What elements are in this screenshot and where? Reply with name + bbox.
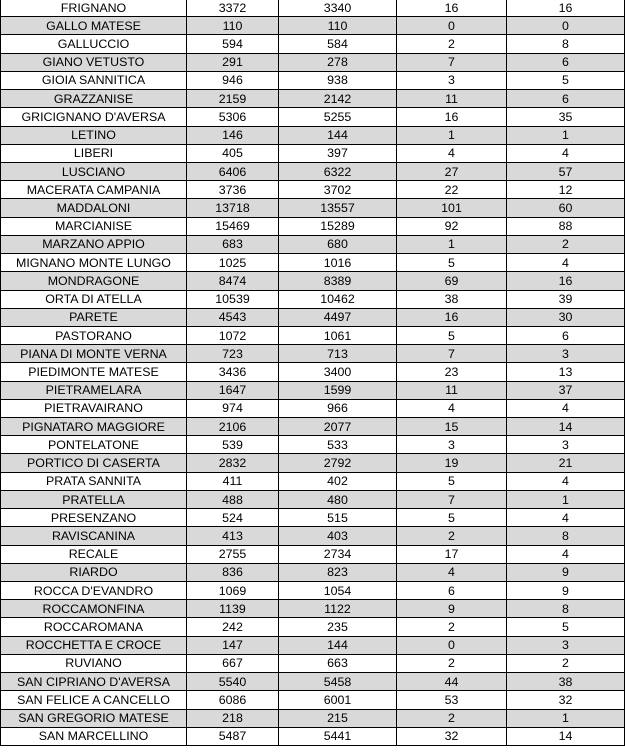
table-row: [1, 600, 625, 618]
value-cell-3: 27: [397, 162, 507, 180]
value-cell-4: 4: [507, 509, 625, 527]
value-cell-3: 15: [397, 418, 507, 436]
table-body: [1, 0, 625, 745]
value-cell-1: 291: [187, 53, 279, 71]
value-cell-4: 37: [507, 381, 625, 399]
table-row: [1, 709, 625, 727]
municipality-cell: SAN CIPRIANO D'AVERSA: [1, 673, 187, 691]
value-cell-3: 44: [397, 673, 507, 691]
value-cell-1: 946: [187, 71, 279, 89]
value-cell-4: 12: [507, 181, 625, 199]
value-cell-2: 1122: [279, 600, 397, 618]
value-cell-1: 6406: [187, 162, 279, 180]
value-cell-1: 3372: [187, 0, 279, 17]
value-cell-4: 8: [507, 35, 625, 53]
value-cell-2: 966: [279, 399, 397, 417]
value-cell-4: 4: [507, 254, 625, 272]
municipality-cell: PIANA DI MONTE VERNA: [1, 345, 187, 363]
table-row: [1, 181, 625, 199]
value-cell-4: 1: [507, 490, 625, 508]
value-cell-1: 218: [187, 709, 279, 727]
value-cell-2: 110: [279, 17, 397, 35]
table-row: [1, 254, 625, 272]
value-cell-2: 402: [279, 472, 397, 490]
municipality-cell: PIETRAMELARA: [1, 381, 187, 399]
value-cell-1: 8474: [187, 272, 279, 290]
municipality-cell: ORTA DI ATELLA: [1, 290, 187, 308]
value-cell-2: 6322: [279, 162, 397, 180]
value-cell-1: 10539: [187, 290, 279, 308]
value-cell-3: 2: [397, 618, 507, 636]
value-cell-2: 3400: [279, 363, 397, 381]
value-cell-2: 3340: [279, 0, 397, 17]
municipality-cell: PRESENZANO: [1, 509, 187, 527]
value-cell-4: 21: [507, 454, 625, 472]
value-cell-2: 5458: [279, 673, 397, 691]
municipality-cell: PASTORANO: [1, 326, 187, 344]
value-cell-4: 60: [507, 199, 625, 217]
value-cell-3: 92: [397, 217, 507, 235]
value-cell-4: 2: [507, 235, 625, 253]
value-cell-1: 15469: [187, 217, 279, 235]
value-cell-2: 2077: [279, 418, 397, 436]
value-cell-4: 0: [507, 17, 625, 35]
value-cell-4: 16: [507, 272, 625, 290]
value-cell-4: 14: [507, 727, 625, 745]
municipality-cell: PRATELLA: [1, 490, 187, 508]
value-cell-4: 88: [507, 217, 625, 235]
municipality-cell: MARZANO APPIO: [1, 235, 187, 253]
value-cell-1: 5487: [187, 727, 279, 745]
value-cell-1: 2832: [187, 454, 279, 472]
value-cell-1: 1025: [187, 254, 279, 272]
value-cell-4: 38: [507, 673, 625, 691]
value-cell-3: 19: [397, 454, 507, 472]
municipality-cell: GALLUCCIO: [1, 35, 187, 53]
value-cell-2: 278: [279, 53, 397, 71]
table-row: [1, 217, 625, 235]
municipality-cell: MIGNANO MONTE LUNGO: [1, 254, 187, 272]
value-cell-3: 2: [397, 709, 507, 727]
municipality-cell: LETINO: [1, 126, 187, 144]
value-cell-2: 480: [279, 490, 397, 508]
value-cell-4: 3: [507, 436, 625, 454]
municipality-cell: ROCCHETTA E CROCE: [1, 636, 187, 654]
value-cell-4: 4: [507, 144, 625, 162]
value-cell-4: 4: [507, 472, 625, 490]
municipality-cell: SAN FELICE A CANCELLO: [1, 691, 187, 709]
value-cell-4: 14: [507, 418, 625, 436]
value-cell-4: 9: [507, 582, 625, 600]
value-cell-4: 5: [507, 618, 625, 636]
table-row: [1, 618, 625, 636]
value-cell-4: 1: [507, 126, 625, 144]
table-row: [1, 472, 625, 490]
municipality-cell: GRAZZANISE: [1, 90, 187, 108]
value-cell-1: 6086: [187, 691, 279, 709]
value-cell-1: 411: [187, 472, 279, 490]
value-cell-1: 146: [187, 126, 279, 144]
value-cell-4: 39: [507, 290, 625, 308]
value-cell-1: 2755: [187, 545, 279, 563]
value-cell-4: 8: [507, 600, 625, 618]
value-cell-2: 6001: [279, 691, 397, 709]
value-cell-2: 8389: [279, 272, 397, 290]
value-cell-4: 2: [507, 654, 625, 672]
value-cell-2: 533: [279, 436, 397, 454]
table-row: [1, 90, 625, 108]
municipality-cell: RAVISCANINA: [1, 527, 187, 545]
value-cell-3: 5: [397, 509, 507, 527]
value-cell-1: 413: [187, 527, 279, 545]
municipality-cell: SAN MARCELLINO: [1, 727, 187, 745]
municipality-cell: PIGNATARO MAGGIORE: [1, 418, 187, 436]
municipality-cell: MARCIANISE: [1, 217, 187, 235]
table-row: [1, 527, 625, 545]
municipality-cell: ROCCAMONFINA: [1, 600, 187, 618]
value-cell-1: 4543: [187, 308, 279, 326]
value-cell-2: 515: [279, 509, 397, 527]
value-cell-3: 9: [397, 600, 507, 618]
value-cell-3: 38: [397, 290, 507, 308]
municipality-cell: GIOIA SANNITICA: [1, 71, 187, 89]
value-cell-4: 9: [507, 563, 625, 581]
value-cell-3: 5: [397, 326, 507, 344]
municipality-cell: GRICIGNANO D'AVERSA: [1, 108, 187, 126]
value-cell-4: 3: [507, 345, 625, 363]
value-cell-2: 215: [279, 709, 397, 727]
municipality-cell: GALLO MATESE: [1, 17, 187, 35]
value-cell-3: 5: [397, 254, 507, 272]
municipality-cell: FRIGNANO: [1, 0, 187, 17]
value-cell-1: 723: [187, 345, 279, 363]
value-cell-3: 11: [397, 90, 507, 108]
value-cell-4: 4: [507, 545, 625, 563]
value-cell-3: 2: [397, 654, 507, 672]
value-cell-3: 5: [397, 472, 507, 490]
value-cell-3: 32: [397, 727, 507, 745]
value-cell-1: 974: [187, 399, 279, 417]
value-cell-4: 35: [507, 108, 625, 126]
value-cell-1: 488: [187, 490, 279, 508]
value-cell-3: 69: [397, 272, 507, 290]
municipality-cell: ROCCA D'EVANDRO: [1, 582, 187, 600]
value-cell-3: 4: [397, 563, 507, 581]
table-row: [1, 199, 625, 217]
value-cell-4: 6: [507, 90, 625, 108]
value-cell-4: 5: [507, 71, 625, 89]
municipality-cell: PORTICO DI CASERTA: [1, 454, 187, 472]
value-cell-2: 1599: [279, 381, 397, 399]
municipality-cell: ROCCAROMANA: [1, 618, 187, 636]
value-cell-2: 713: [279, 345, 397, 363]
value-cell-2: 938: [279, 71, 397, 89]
value-cell-3: 101: [397, 199, 507, 217]
value-cell-2: 823: [279, 563, 397, 581]
value-cell-4: 32: [507, 691, 625, 709]
table-row: [1, 545, 625, 563]
value-cell-1: 2106: [187, 418, 279, 436]
value-cell-2: 4497: [279, 308, 397, 326]
table-row: [1, 563, 625, 581]
municipality-cell: PRATA SANNITA: [1, 472, 187, 490]
table-row: [1, 363, 625, 381]
table-row: [1, 162, 625, 180]
value-cell-3: 23: [397, 363, 507, 381]
municipality-cell: SAN GREGORIO MATESE: [1, 709, 187, 727]
value-cell-4: 6: [507, 326, 625, 344]
value-cell-3: 3: [397, 436, 507, 454]
value-cell-3: 53: [397, 691, 507, 709]
value-cell-3: 16: [397, 308, 507, 326]
table-row: [1, 126, 625, 144]
value-cell-3: 7: [397, 53, 507, 71]
value-cell-1: 5306: [187, 108, 279, 126]
table-row: [1, 17, 625, 35]
table-row: [1, 381, 625, 399]
table-row: [1, 727, 625, 745]
value-cell-2: 235: [279, 618, 397, 636]
value-cell-4: 8: [507, 527, 625, 545]
value-cell-2: 5255: [279, 108, 397, 126]
table-row: [1, 490, 625, 508]
value-cell-1: 667: [187, 654, 279, 672]
value-cell-2: 2792: [279, 454, 397, 472]
value-cell-3: 6: [397, 582, 507, 600]
value-cell-3: 4: [397, 399, 507, 417]
value-cell-1: 836: [187, 563, 279, 581]
value-cell-3: 4: [397, 144, 507, 162]
value-cell-3: 2: [397, 527, 507, 545]
table-row: [1, 509, 625, 527]
municipality-cell: LIBERI: [1, 144, 187, 162]
table-row: [1, 399, 625, 417]
value-cell-1: 5540: [187, 673, 279, 691]
value-cell-1: 1647: [187, 381, 279, 399]
value-cell-1: 2159: [187, 90, 279, 108]
value-cell-3: 1: [397, 126, 507, 144]
value-cell-4: 30: [507, 308, 625, 326]
table-row: [1, 290, 625, 308]
value-cell-2: 5441: [279, 727, 397, 745]
value-cell-2: 15289: [279, 217, 397, 235]
municipality-cell: RUVIANO: [1, 654, 187, 672]
value-cell-2: 13557: [279, 199, 397, 217]
value-cell-2: 584: [279, 35, 397, 53]
table-row: [1, 35, 625, 53]
table-row: [1, 636, 625, 654]
table-row: [1, 326, 625, 344]
municipality-cell: PIEDIMONTE MATESE: [1, 363, 187, 381]
value-cell-3: 1: [397, 235, 507, 253]
value-cell-4: 3: [507, 636, 625, 654]
municipality-cell: MADDALONI: [1, 199, 187, 217]
municipality-cell: PONTELATONE: [1, 436, 187, 454]
table-row: [1, 436, 625, 454]
value-cell-2: 1016: [279, 254, 397, 272]
municipality-cell: MONDRAGONE: [1, 272, 187, 290]
value-cell-2: 663: [279, 654, 397, 672]
value-cell-1: 405: [187, 144, 279, 162]
municipality-cell: PARETE: [1, 308, 187, 326]
table-row: [1, 144, 625, 162]
table-row: [1, 71, 625, 89]
value-cell-1: 147: [187, 636, 279, 654]
value-cell-1: 524: [187, 509, 279, 527]
value-cell-3: 16: [397, 0, 507, 17]
value-cell-3: 16: [397, 108, 507, 126]
value-cell-1: 1139: [187, 600, 279, 618]
value-cell-3: 7: [397, 490, 507, 508]
value-cell-4: 6: [507, 53, 625, 71]
table-row: [1, 272, 625, 290]
value-cell-1: 3736: [187, 181, 279, 199]
value-cell-2: 2142: [279, 90, 397, 108]
table-row: [1, 418, 625, 436]
municipality-cell: RIARDO: [1, 563, 187, 581]
table-row: [1, 673, 625, 691]
value-cell-3: 3: [397, 71, 507, 89]
value-cell-4: 57: [507, 162, 625, 180]
value-cell-3: 11: [397, 381, 507, 399]
table-row: [1, 691, 625, 709]
value-cell-2: 3702: [279, 181, 397, 199]
table-row: [1, 308, 625, 326]
value-cell-1: 594: [187, 35, 279, 53]
value-cell-4: 4: [507, 399, 625, 417]
municipality-cell: RECALE: [1, 545, 187, 563]
value-cell-3: 2: [397, 35, 507, 53]
value-cell-1: 683: [187, 235, 279, 253]
table-row: [1, 53, 625, 71]
value-cell-2: 1054: [279, 582, 397, 600]
value-cell-2: 1061: [279, 326, 397, 344]
table-row: [1, 108, 625, 126]
value-cell-4: 1: [507, 709, 625, 727]
value-cell-1: 13718: [187, 199, 279, 217]
value-cell-2: 144: [279, 126, 397, 144]
value-cell-2: 680: [279, 235, 397, 253]
value-cell-4: 13: [507, 363, 625, 381]
value-cell-3: 17: [397, 545, 507, 563]
municipality-cell: MACERATA CAMPANIA: [1, 181, 187, 199]
value-cell-2: 403: [279, 527, 397, 545]
table-row: [1, 454, 625, 472]
value-cell-1: 242: [187, 618, 279, 636]
table-row: [1, 235, 625, 253]
value-cell-3: 22: [397, 181, 507, 199]
municipality-cell: PIETRAVAIRANO: [1, 399, 187, 417]
value-cell-3: 0: [397, 636, 507, 654]
table-row: [1, 654, 625, 672]
value-cell-2: 397: [279, 144, 397, 162]
table-row: [1, 345, 625, 363]
table-row: [1, 0, 625, 17]
table-row: [1, 582, 625, 600]
value-cell-1: 539: [187, 436, 279, 454]
value-cell-3: 0: [397, 17, 507, 35]
value-cell-2: 2734: [279, 545, 397, 563]
value-cell-1: 110: [187, 17, 279, 35]
value-cell-2: 10462: [279, 290, 397, 308]
municipality-cell: GIANO VETUSTO: [1, 53, 187, 71]
value-cell-3: 7: [397, 345, 507, 363]
value-cell-1: 1069: [187, 582, 279, 600]
value-cell-1: 3436: [187, 363, 279, 381]
value-cell-1: 1072: [187, 326, 279, 344]
municipality-cell: LUSCIANO: [1, 162, 187, 180]
value-cell-4: 16: [507, 0, 625, 17]
value-cell-2: 144: [279, 636, 397, 654]
